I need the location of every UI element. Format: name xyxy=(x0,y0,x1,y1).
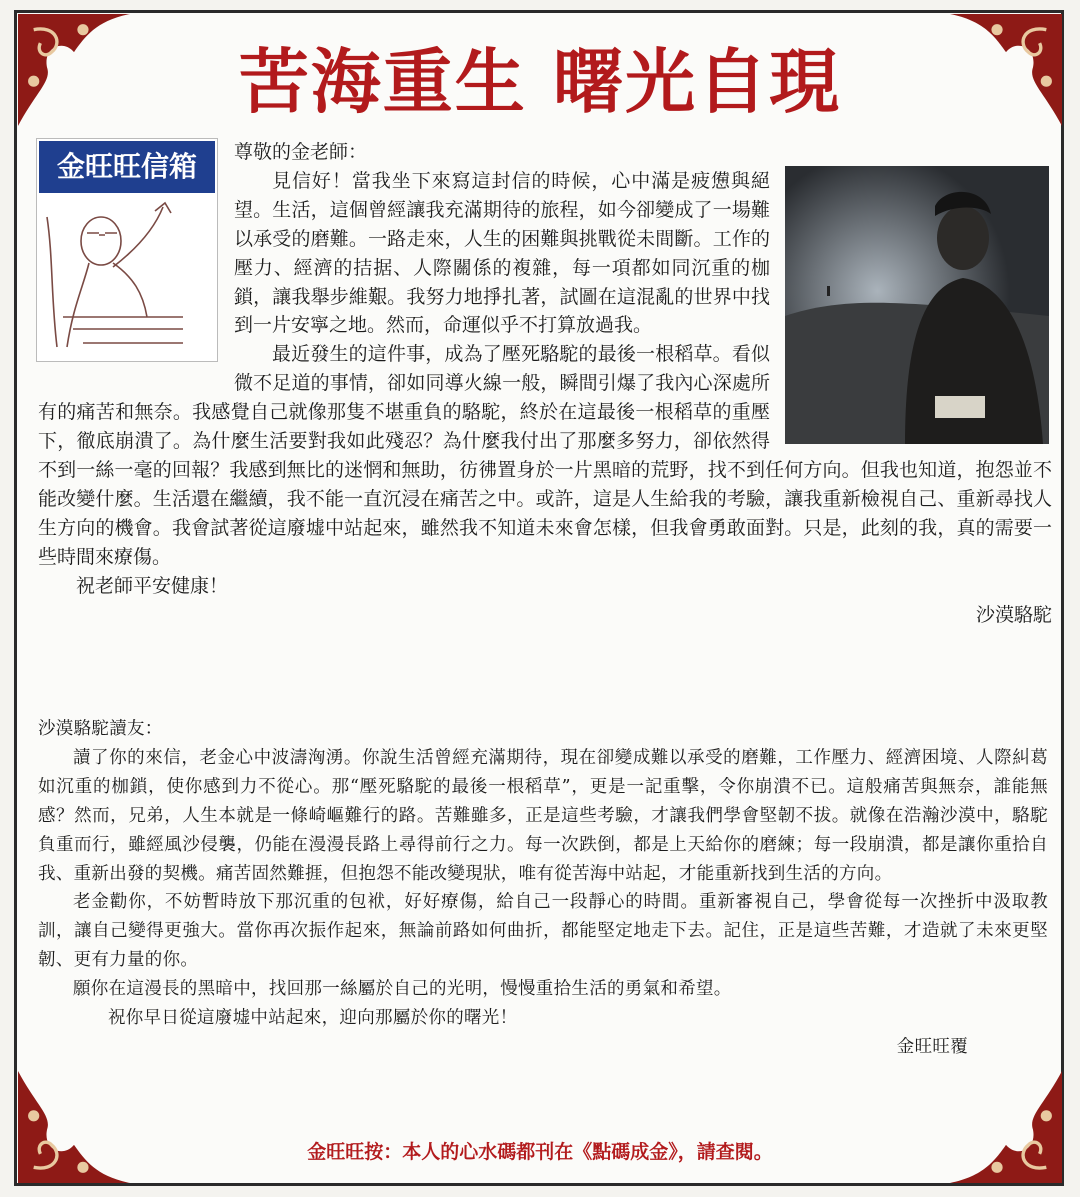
columnist-reply xyxy=(38,715,1048,1062)
reply-signature: 金旺旺覆 xyxy=(896,1036,968,1057)
reply-paragraph: 願你在這漫長的黑暗中，找回那一絲屬於自己的光明，慢慢重拾生活的勇氣和希望。 xyxy=(73,979,732,1000)
letter-paragraph: 祝老師平安健康！ xyxy=(76,574,229,597)
page-title: 苦海重生 曙光自現 xyxy=(238,41,842,123)
corner-ornament-bottom-left xyxy=(18,1071,130,1183)
reader-letter xyxy=(38,138,1052,629)
letter-paragraph: 最近發生的這件事，成為了壓死駱駝的最後一根稻草。看似微不足道的事情，卻如同導火線一般，瞬間引爆了我內心深處所有的痛苦和無奈。我感覺自己就像那隻不堪重負的駱駝，終於在這最後一根稻草的重壓下，徹底崩潰了。為什麼生活要對我如此殘忍？為什麼我付出了那麼多努力，卻依然得不到一絲一毫的回報？我感到無比的迷惘和無助，彷彿置身於一片黑暗的荒野，找不到任何方向。但我也知道，抱怨並不能改變什麼。生活還在繼續，我不能一直沉浸在痛苦之中。或許，這是人生給我的考驗，讓我重新檢視自己、重新尋找人生方向的機會。我會試著從這廢墟中站起來，雖然我不知道未來會怎樣，但我會勇敢面對。只是，此刻的我，真的需要一些時間來療傷。 xyxy=(38,343,1052,568)
letter-salutation: 尊敬的金老師： xyxy=(234,141,368,163)
letter-paragraph: 見信好！當我坐下來寫這封信的時候，心中滿是疲憊與絕望。生活，這個曾經讓我充滿期待的旅程，如今卻變成了一場難以承受的磨難。一路走來，人生的困難與挑戰從未間斷。工作的壓力、經濟的拮据、人際關係的複雜，每一項都如同沉重的枷鎖，讓我舉步維艱。我努力地掙扎著，試圖在這混亂的世界中找到一片安寧之地。然而，命運似乎不打算放過我。 xyxy=(234,169,770,337)
footer-note: 金旺旺按：本人的心水碼都刊在《點碼成金》，請查閱。 xyxy=(307,1141,773,1163)
reply-paragraph: 讀了你的來信，老金心中波濤洶湧。你說生活曾經充滿期待，現在卻變成難以承受的磨難，工作壓力、經濟困境、人際糾葛如沉重的枷鎖，使你感到力不從心。那“壓死駱駝的最後一根稻草”，更是一記重擊，令你崩潰不已。這般痛苦與無奈，誰能無感？然而，兄弟，人生本就是一條崎嶇難行的路。苦難雖多，正是這些考驗，才讓我們學會堅韌不拔。就像在浩瀚沙漠中，駱駝負重而行，雖經風沙侵襲，仍能在漫漫長路上尋得前行之力。每一次跌倒，都是上天給你的磨練；每一段崩潰，都是讓你重拾自我、重新出發的契機。痛苦固然難捱，但抱怨不能改變現狀，唯有從苦海中站起，才能重新找到生活的方向。 xyxy=(38,747,1048,884)
letter-signature: 沙漠駱駝 xyxy=(975,603,1052,626)
corner-ornament-bottom-right xyxy=(950,1071,1062,1183)
reply-salutation: 沙漠駱駝讀友： xyxy=(38,719,163,739)
reply-paragraph: 老金勸你，不妨暫時放下那沉重的包袱，好好療傷，給自己一段靜心的時間。重新審視自己，學會從每一次挫折中汲取教訓，讓自己變得更強大。當你再次振作起來，無論前路如何曲折，都能堅定地走下去。記住，正是這些苦難，才造就了未來更堅韌、更有力量的你。 xyxy=(38,892,1048,971)
mailbox-label: 金旺旺信箱 xyxy=(39,141,215,193)
reply-paragraph: 祝你早日從這廢墟中站起來，迎向那屬於你的曙光！ xyxy=(108,1008,518,1029)
